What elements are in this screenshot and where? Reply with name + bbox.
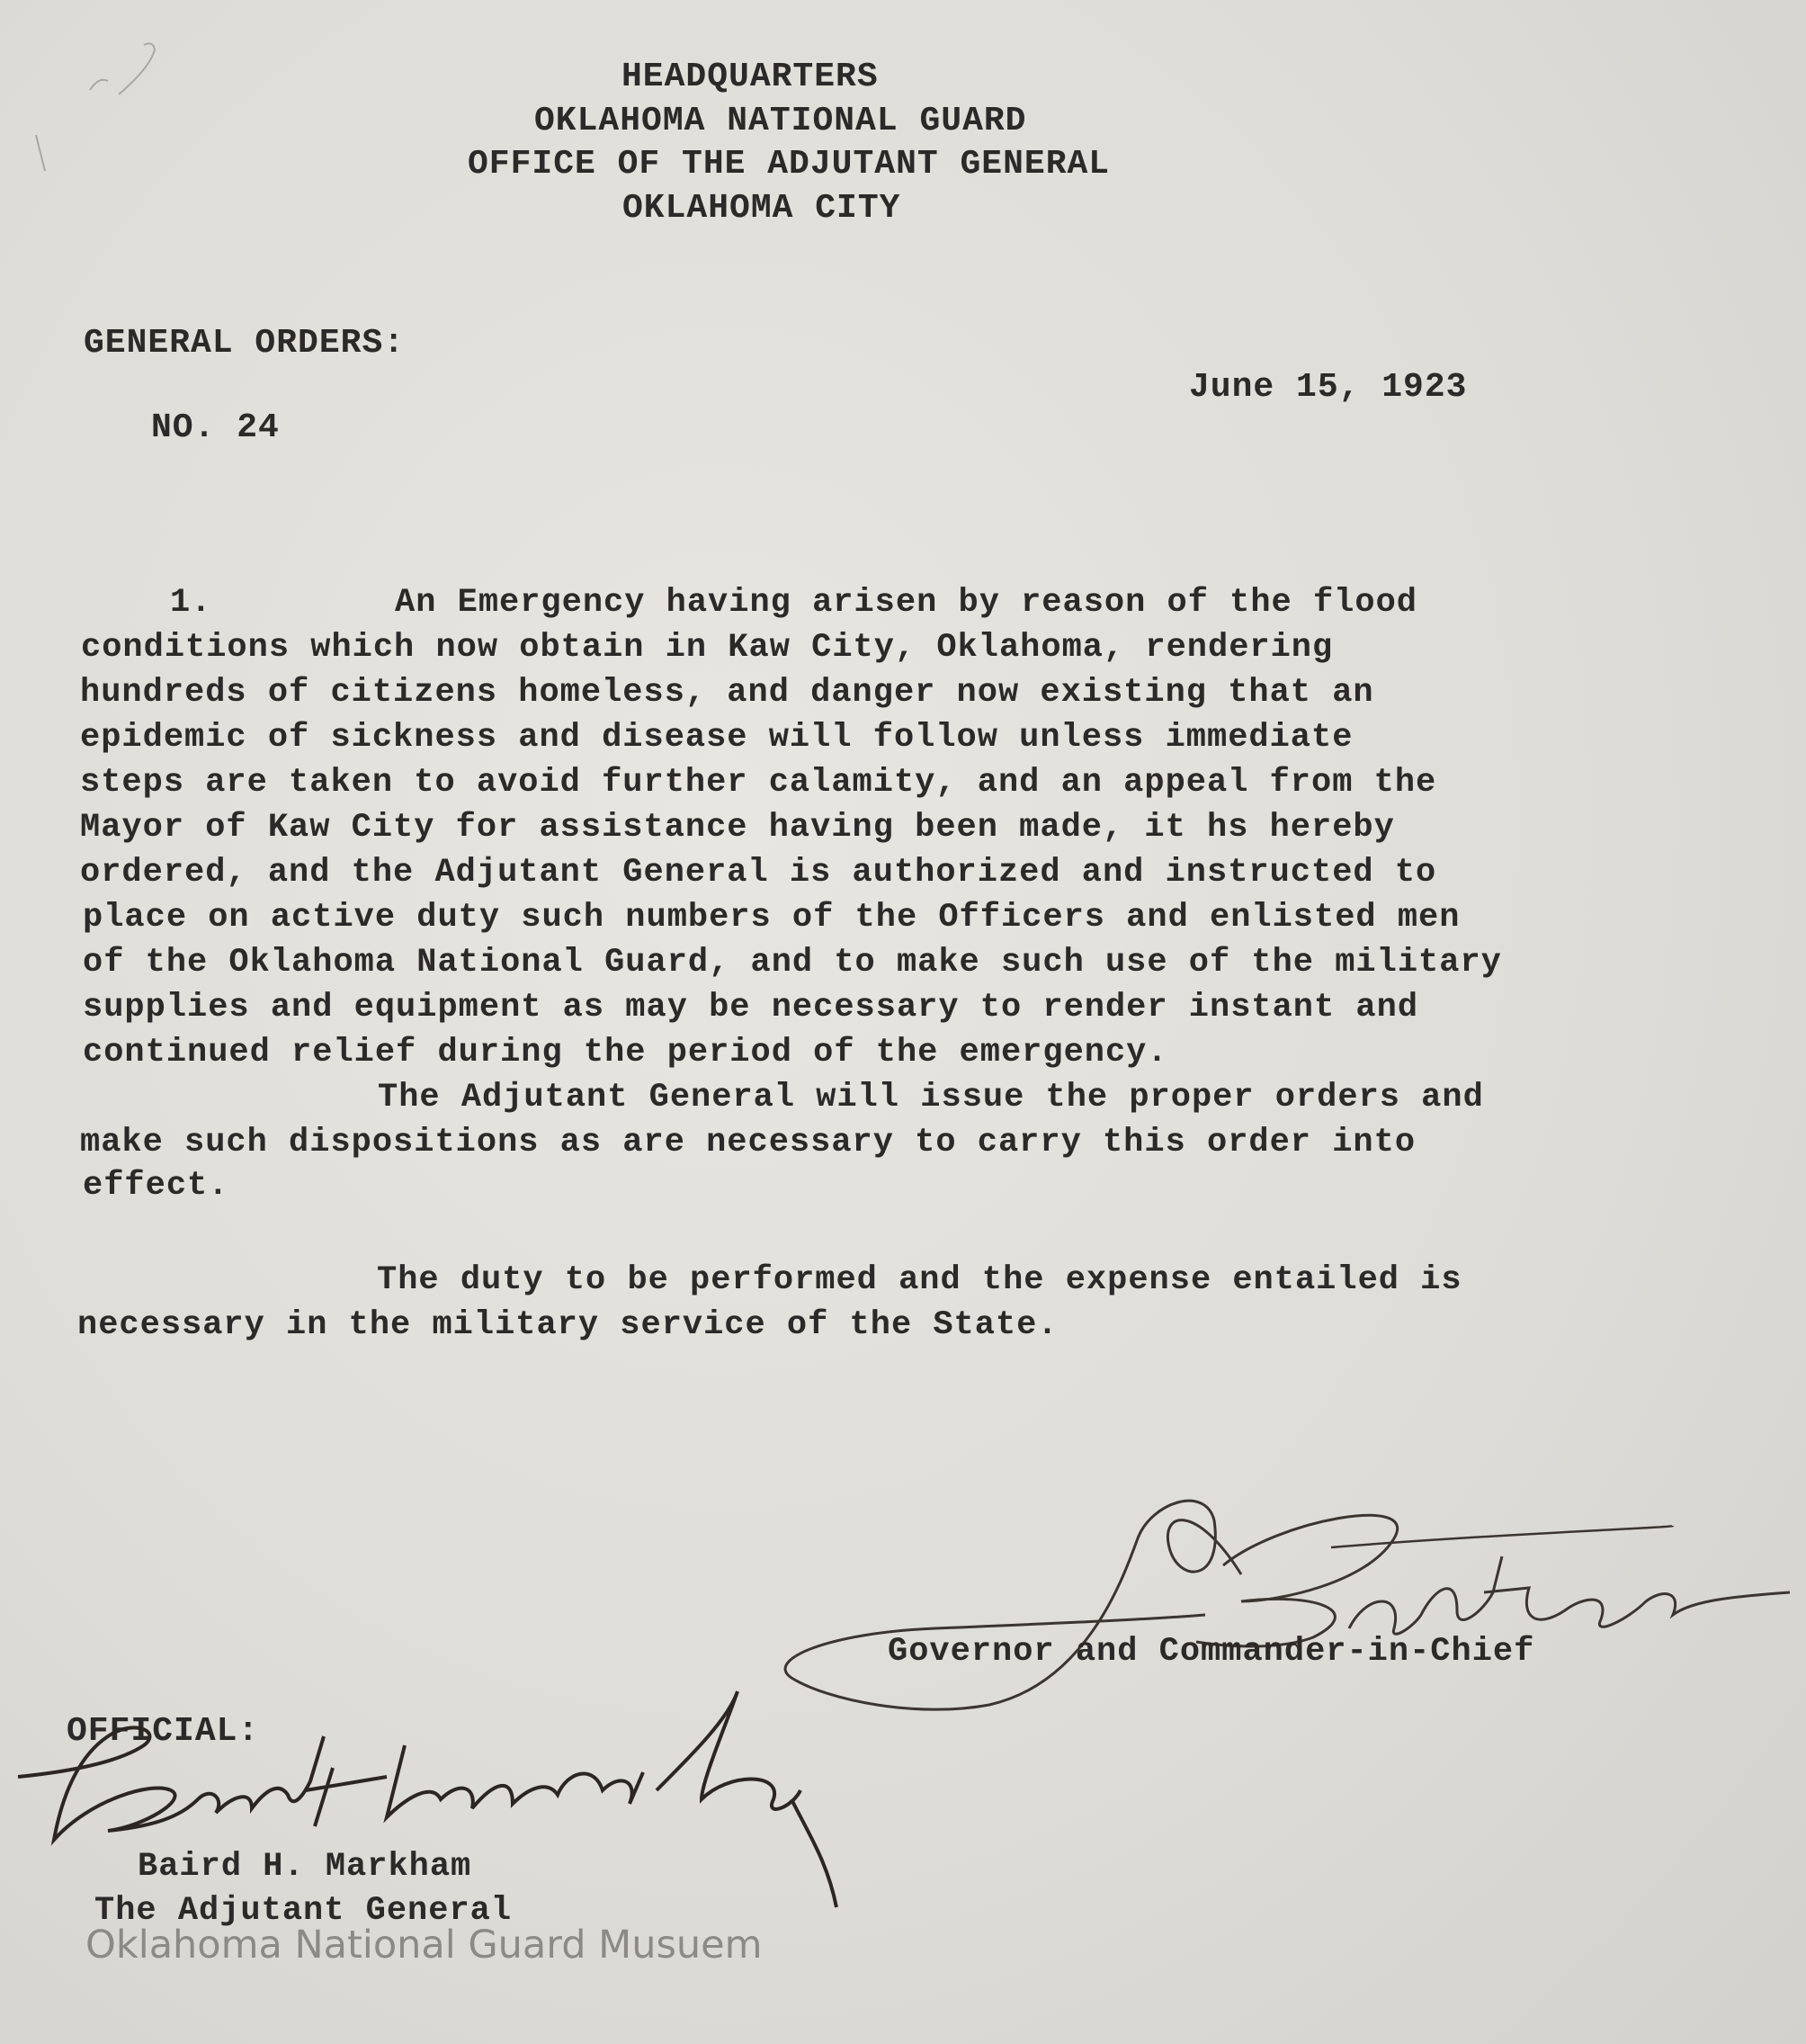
body-line: epidemic of sickness and disease will follow unless immediate xyxy=(80,719,1354,757)
body-line: supplies and equipment as may be necessary to render instant and xyxy=(83,989,1419,1026)
body-line: Mayor of Kaw City for assistance having been made, it hs hereby xyxy=(80,809,1395,847)
body-line: conditions which now obtain in Kaw City, Oklahoma, rendering xyxy=(81,629,1334,667)
body-line: effect. xyxy=(83,1167,229,1205)
body-line: make such dispositions as are necessary to carry this order into xyxy=(80,1124,1417,1161)
adjutant-name: Baird H. Markham xyxy=(138,1848,472,1886)
letterhead-line-2: OKLAHOMA NATIONAL GUARD xyxy=(534,102,1027,140)
body-line: The Adjutant General will issue the proper orders and xyxy=(378,1079,1484,1116)
order-date: June 15, 1923 xyxy=(1189,368,1468,407)
letterhead-line-3: OFFICE OF THE ADJUTANT GENERAL xyxy=(468,145,1111,184)
museum-watermark: Oklahoma National Guard Musuem xyxy=(85,1923,763,1968)
governor-title: Governor and Commander-in-Chief xyxy=(888,1633,1535,1671)
body-line: The duty to be performed and the expense entailed is xyxy=(377,1261,1462,1299)
body-line: place on active duty such numbers of the Officers and enlisted men xyxy=(83,899,1461,937)
body-line: of the Oklahoma National Guard, and to make such use of the military xyxy=(83,944,1502,982)
body-line: An Emergency having arisen by reason of the flood xyxy=(395,584,1417,622)
order-number: NO. 24 xyxy=(151,408,280,447)
adjutant-title: The Adjutant General xyxy=(94,1892,513,1930)
body-line: necessary in the military service of the State. xyxy=(77,1306,1059,1344)
body-line: continued relief during the period of the emergency. xyxy=(83,1034,1168,1071)
paragraph-number: 1. xyxy=(170,584,212,622)
pencil-mark-icon xyxy=(9,18,189,198)
body-line: hundreds of citizens homeless, and danger now existing that an xyxy=(80,674,1374,712)
letterhead-line-4: OKLAHOMA CITY xyxy=(622,189,901,228)
official-label: OFFICIAL: xyxy=(67,1712,260,1751)
body-line: ordered, and the Adjutant General is authorized and instructed to xyxy=(80,854,1437,892)
letterhead-line-1: HEADQUARTERS xyxy=(621,58,879,96)
general-orders-title: GENERAL ORDERS: xyxy=(84,324,406,363)
body-line: steps are taken to avoid further calamity, and an appeal from the xyxy=(80,764,1437,802)
governor-signature xyxy=(773,1484,1799,1718)
